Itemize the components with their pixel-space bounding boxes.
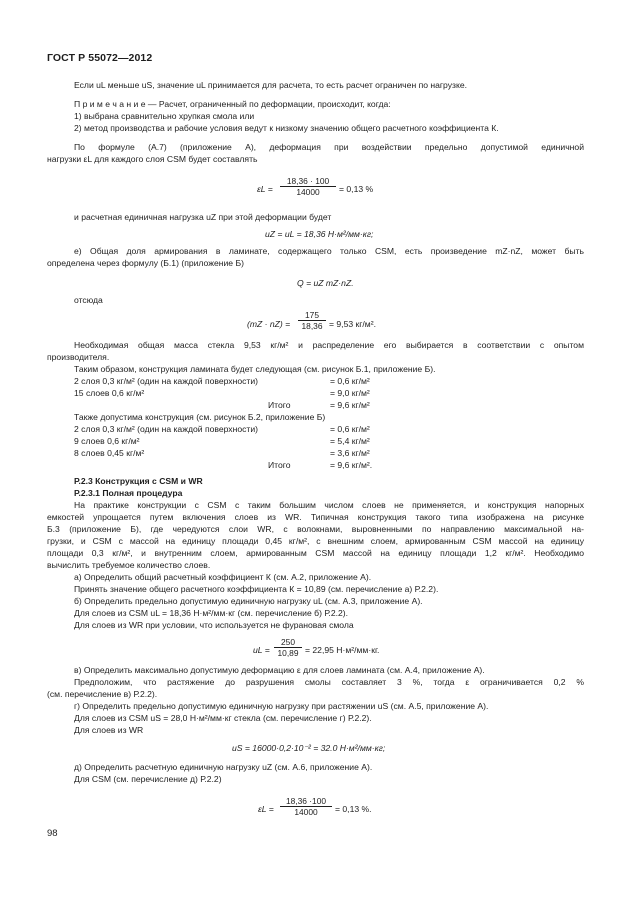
item-v-detail: Предположим, что растяжение до разрушения смолы составляет 3 %, тогда ε ограничивается 0,2 % (74, 677, 584, 687)
table2-row3-right: = 3,6 кг/м² (330, 448, 370, 458)
paragraph-reinforcement: е) Общая доля армирования в ламинате, содержащего только CSM, есть произведение mZ·nZ, может быть (74, 246, 584, 256)
section-heading-p2231: Р.2.3.1 Полная процедура (74, 488, 183, 498)
item-b-wr: Для слоев из WR при условии, что используется не фурановая смола (74, 620, 354, 630)
paragraph-practice-line2: емкостей упрощается путем включения слоев из WR. Типичная конструкция такого типа изображена на рисунке (47, 512, 584, 522)
eq7-numerator: 18,36 ·100 (280, 796, 332, 807)
eq5-denominator: 10,89 (277, 648, 299, 658)
paragraph-laminate-construction: Таким образом, конструкция ламината будет следующая (см. рисунок Б.1, приложение Б). (74, 364, 436, 374)
table2-row3-left: 8 слоев 0,45 кг/м² (74, 448, 145, 458)
table2-total-label: Итого (268, 460, 291, 470)
eq7-lhs: εL = (258, 804, 274, 814)
note-item-2: 2) метод производства и рабочие условия ведут к низкому значению общего расчетного коэффициента К. (74, 123, 499, 133)
eq7-denominator: 14000 (294, 807, 318, 817)
note-label: П р и м е ч а н и е (74, 99, 146, 109)
eq4-denominator: 18,36 (301, 321, 323, 331)
paragraph-reinforcement-cont: определена через формулу (Б.1) (приложение Б) (47, 258, 244, 268)
item-d: д) Определить расчетную единичную нагрузку uZ (см. А.6, приложение А). (74, 762, 373, 772)
eq7-fraction (280, 796, 332, 817)
equation-uz: uZ = uL = 18,36 Н·м²/мм·кг; (265, 229, 374, 239)
table2-row2-left: 9 слоев 0,6 кг/м² (74, 436, 140, 446)
paragraph-practice-line4: грузки, и CSM с массой на единицу площади 0,45 кг/м², с внешним слоем, армированным CSM массой на единицу (47, 536, 584, 546)
note-text: — Расчет, ограниченный по деформации, происходит, когда: (145, 99, 391, 109)
table1-row2-right: = 9,0 кг/м² (330, 388, 370, 398)
otsyuda-label: отсюда (74, 295, 103, 305)
paragraph-practice-line6: вычислить требуемое количество слоев. (47, 560, 211, 570)
paragraph-glass-mass: Необходимая общая масса стекла 9,53 кг/м² и распределение его выбирается в соответствии с опытом (74, 340, 584, 350)
paragraph-formula-a7-cont: нагрузки εL для каждого слоя CSM будет составлять (47, 154, 258, 164)
eq5-numerator: 250 (274, 637, 302, 648)
item-g-detail: Для слоев из CSM uS = 28,0 Н·м²/мм·кг стекла (см. перечисление г) Р.2.2). (74, 713, 372, 723)
eq7-rhs: = 0,13 %. (335, 804, 372, 814)
table1-total-label: Итого (268, 400, 291, 410)
paragraph-practice-line1: На практике конструкции с CSM с таким большим числом слоев не применяется, и конструкция напорных (74, 500, 584, 510)
table1-row1-right: = 0,6 кг/м² (330, 376, 370, 386)
eq1-numerator: 18,36 · 100 (280, 176, 336, 187)
item-v-detail-cont: (см. перечисление в) Р.2.2). (47, 689, 158, 699)
table1-row2-left: 15 слоев 0,6 кг/м² (74, 388, 145, 398)
standard-header: ГОСТ Р 55072—2012 (47, 52, 153, 64)
note-item-1: 1) выбрана сравнительно хрупкая смола или (74, 111, 255, 121)
paragraph-glass-mass-cont: производителя. (47, 352, 110, 362)
item-b: б) Определить предельно допустимую единичную нагрузку uL (см. А.3, приложение А). (74, 596, 423, 606)
page-number: 98 (47, 828, 58, 839)
item-a: а) Определить общий расчетный коэффициент К (см. А.2, приложение А). (74, 572, 372, 582)
paragraph-unit-load: и расчетная единичная нагрузка uZ при этой деформации будет (74, 212, 332, 222)
eq4-lhs: (mZ · nZ) = (247, 319, 291, 329)
table1-row1-left: 2 слоя 0,3 кг/м² (один на каждой поверхности) (74, 376, 259, 386)
section-heading-p223: Р.2.3 Конструкция с CSM и WR (74, 476, 203, 486)
item-g: г) Определить предельно допустимую единичную нагрузку при растяжении uS (см. А.5, приложение А). (74, 701, 489, 711)
eq5-lhs: uL = (253, 645, 270, 655)
eq4-rhs: = 9,53 кг/м². (329, 319, 376, 329)
item-b-detail: Для слоев из CSM uL = 18,36 Н·м²/мм·кг (см. перечисление б) Р.2.2). (74, 608, 349, 618)
eq4-fraction (298, 310, 326, 331)
paragraph-formula-a7: По формуле (А.7) (приложение А), деформация при воздействии предельно допустимой единичной (74, 142, 584, 152)
item-v: в) Определить максимально допустимую деформацию ε для слоев ламината (см. А.4, приложение А). (74, 665, 485, 675)
eq4-numerator: 175 (298, 310, 326, 321)
equation-q: Q = uZ mZ·nZ. (297, 278, 354, 288)
paragraph-alt-construction: Также допустима конструкция (см. рисунок Б.2, приложение Б) (74, 412, 326, 422)
eq5-fraction (274, 637, 302, 658)
table1-total-value: = 9,6 кг/м² (330, 400, 370, 410)
eq1-rhs: = 0,13 % (339, 184, 374, 194)
paragraph-practice-line5: площади 0,3 кг/м², и внутренним слоем, армированным CSM массой на единицу площади 1,2 кг/м². Необходимо (47, 548, 584, 558)
eq5-rhs: = 22,95 Н·м²/мм·кг. (305, 645, 380, 655)
table2-row2-right: = 5,4 кг/м² (330, 436, 370, 446)
eq1-lhs: εL = (257, 184, 273, 194)
note-line (74, 99, 391, 110)
table2-row1-right: = 0,6 кг/м² (330, 424, 370, 434)
table2-row1-left: 2 слоя 0,3 кг/м² (один на каждой поверхности) (74, 424, 259, 434)
eq1-fraction (280, 176, 336, 197)
paragraph-load-limited: Если uL меньше uS, значение uL принимается для расчета, то есть расчет ограничен по нагрузке. (74, 80, 467, 90)
item-d-detail: Для CSM (см. перечисление д) Р.2.2) (74, 774, 222, 784)
paragraph-practice-line3: Б.3 (приложение Б), где чередуются слои WR, с волокнами, выровненными по направлению максимальной на- (47, 524, 584, 534)
eq1-denominator: 14000 (296, 187, 320, 197)
table2-total-value: = 9,6 кг/м². (330, 460, 373, 470)
item-a-detail: Принять значение общего расчетного коэффициента К = 10,89 (см. перечисление а) Р.2.2). (74, 584, 439, 594)
equation-us: uS = 16000·0,2·10⁻² = 32.0 Н·м²/мм·кг; (232, 743, 386, 753)
item-g-wr: Для слоев из WR (74, 725, 144, 735)
